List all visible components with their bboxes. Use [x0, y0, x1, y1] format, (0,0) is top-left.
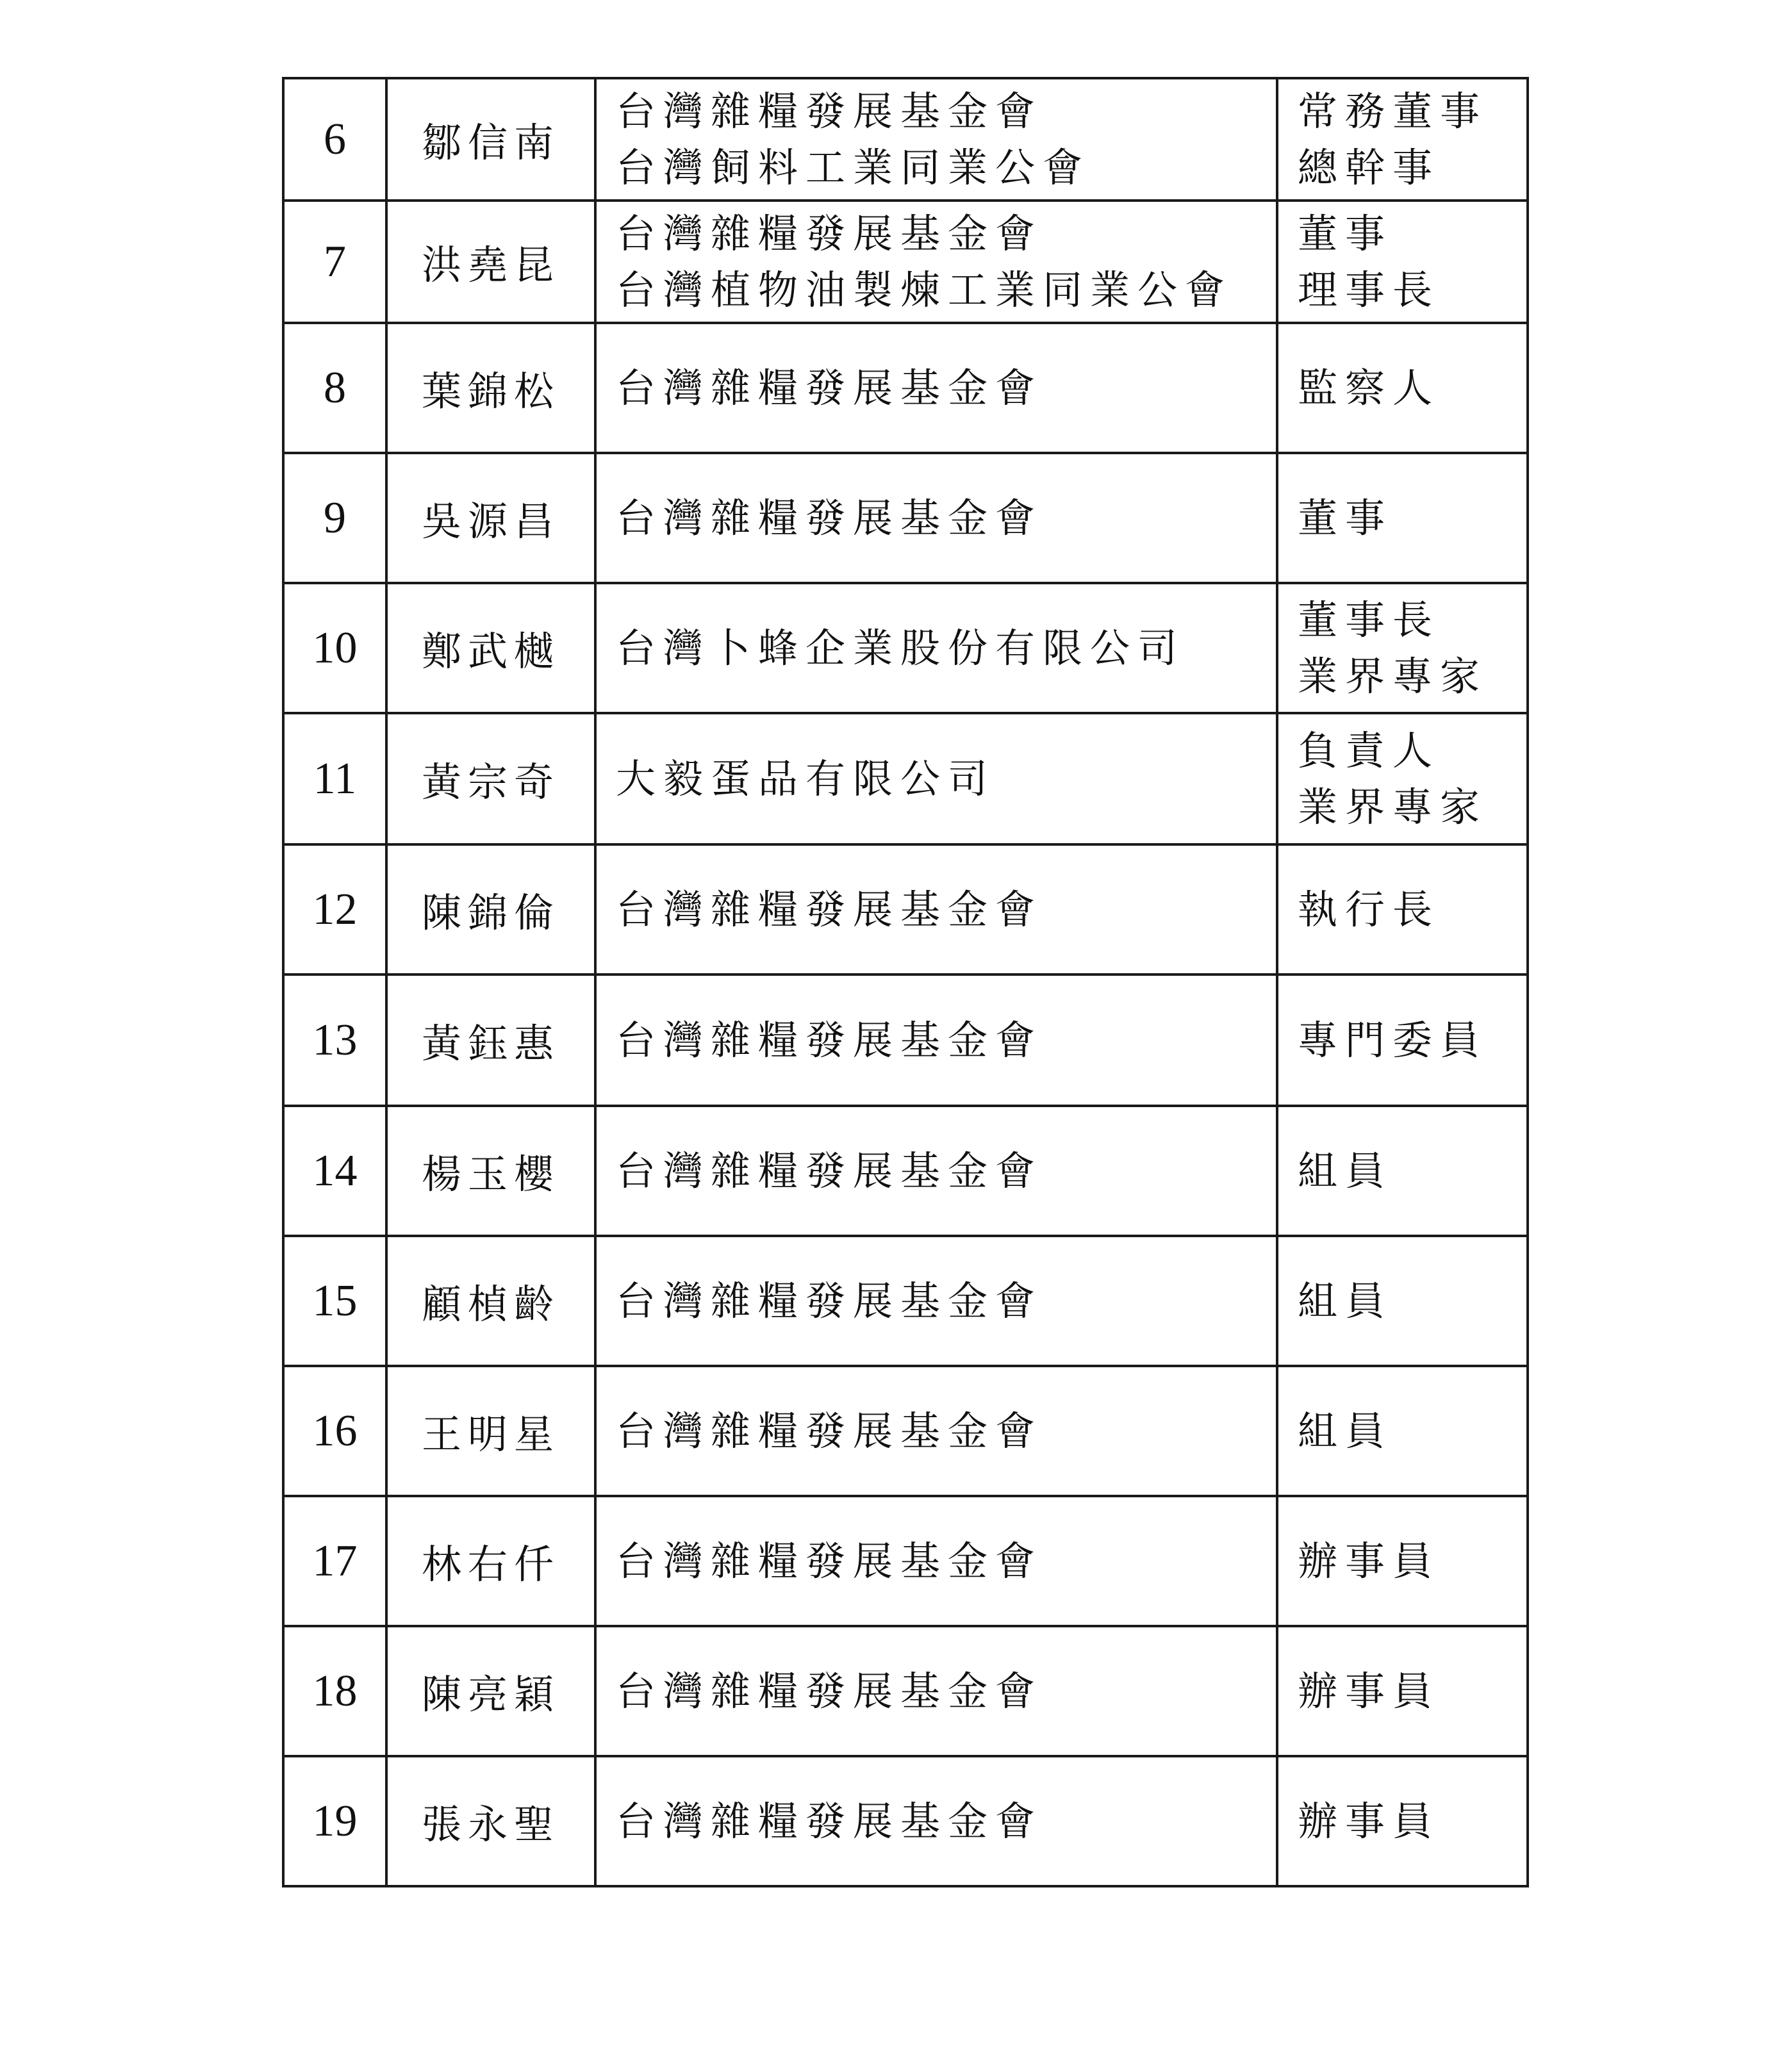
organization-cell — [595, 1756, 1277, 1886]
member-name: 黃宗奇 — [386, 713, 595, 844]
position-title: 組員 — [1298, 1407, 1393, 1454]
member-roster-table — [282, 77, 1529, 1887]
member-name: 林右仟 — [386, 1496, 595, 1626]
member-name: 鄭武樾 — [386, 583, 595, 713]
organization-name: 台灣雜糧發展基金會 — [616, 210, 1043, 257]
position-cell — [1277, 1756, 1528, 1886]
row-number: 19 — [283, 1756, 386, 1886]
position-title: 辦事員 — [1298, 1537, 1441, 1584]
position-title: 辦事員 — [1298, 1797, 1441, 1845]
position-title: 業界專家 — [1298, 783, 1488, 830]
row-number: 10 — [283, 583, 386, 713]
position-title: 負責人 — [1298, 727, 1441, 774]
table-row — [283, 1756, 1528, 1886]
position-cell — [1277, 1236, 1528, 1366]
organization-cell — [595, 1626, 1277, 1756]
position-cell — [1277, 1106, 1528, 1236]
roster-body — [283, 78, 1528, 1886]
member-name: 陳亮穎 — [386, 1626, 595, 1756]
position-title: 理事長 — [1298, 266, 1441, 313]
position-cell — [1277, 974, 1528, 1106]
organization-name: 台灣雜糧發展基金會 — [616, 494, 1043, 541]
position-title: 辦事員 — [1298, 1667, 1441, 1714]
position-title: 業界專家 — [1298, 652, 1488, 700]
position-title: 組員 — [1298, 1147, 1393, 1194]
organization-name: 台灣雜糧發展基金會 — [616, 1667, 1043, 1714]
position-title: 專門委員 — [1298, 1016, 1488, 1064]
organization-name: 台灣雜糧發展基金會 — [616, 1016, 1043, 1064]
table-row — [283, 583, 1528, 713]
row-number: 17 — [283, 1496, 386, 1626]
member-name: 黃鈺惠 — [386, 974, 595, 1106]
row-number: 9 — [283, 453, 386, 583]
member-name: 楊玉櫻 — [386, 1106, 595, 1236]
organization-name: 台灣雜糧發展基金會 — [616, 1537, 1043, 1584]
organization-cell — [595, 1366, 1277, 1496]
position-cell — [1277, 78, 1528, 201]
position-cell — [1277, 201, 1528, 323]
table-row — [283, 974, 1528, 1106]
row-number: 16 — [283, 1366, 386, 1496]
organization-name: 台灣雜糧發展基金會 — [616, 1147, 1043, 1194]
row-number: 13 — [283, 974, 386, 1106]
member-name: 洪堯昆 — [386, 201, 595, 323]
organization-cell — [595, 323, 1277, 453]
member-name: 顧楨齡 — [386, 1236, 595, 1366]
position-title: 董事長 — [1298, 596, 1441, 643]
row-number: 18 — [283, 1626, 386, 1756]
organization-name: 台灣雜糧發展基金會 — [616, 885, 1043, 933]
organization-name: 台灣雜糧發展基金會 — [616, 364, 1043, 411]
position-title: 組員 — [1298, 1277, 1393, 1324]
member-name: 張永聖 — [386, 1756, 595, 1886]
member-name: 王明星 — [386, 1366, 595, 1496]
organization-cell — [595, 1106, 1277, 1236]
organization-cell — [595, 453, 1277, 583]
organization-cell — [595, 1496, 1277, 1626]
table-row — [283, 1496, 1528, 1626]
position-cell — [1277, 453, 1528, 583]
member-name: 吳源昌 — [386, 453, 595, 583]
member-name: 陳錦倫 — [386, 844, 595, 974]
organization-name: 台灣雜糧發展基金會 — [616, 87, 1043, 135]
organization-name: 台灣卜蜂企業股份有限公司 — [616, 624, 1185, 671]
organization-name: 台灣飼料工業同業公會 — [616, 144, 1091, 191]
table-row — [283, 201, 1528, 323]
organization-name: 大毅蛋品有限公司 — [616, 755, 996, 802]
row-number: 6 — [283, 78, 386, 201]
row-number: 8 — [283, 323, 386, 453]
organization-name: 台灣雜糧發展基金會 — [616, 1407, 1043, 1454]
table-row — [283, 713, 1528, 844]
position-cell — [1277, 323, 1528, 453]
table-row — [283, 844, 1528, 974]
row-number: 15 — [283, 1236, 386, 1366]
organization-cell — [595, 201, 1277, 323]
table-row — [283, 1236, 1528, 1366]
position-title: 監察人 — [1298, 364, 1441, 411]
organization-cell — [595, 974, 1277, 1106]
row-number: 11 — [283, 713, 386, 844]
row-number: 14 — [283, 1106, 386, 1236]
position-cell — [1277, 713, 1528, 844]
organization-cell — [595, 78, 1277, 201]
organization-name: 台灣植物油製煉工業同業公會 — [616, 266, 1233, 313]
position-cell — [1277, 1496, 1528, 1626]
position-title: 常務董事 — [1298, 87, 1488, 135]
position-cell — [1277, 1626, 1528, 1756]
organization-cell — [595, 583, 1277, 713]
organization-name: 台灣雜糧發展基金會 — [616, 1277, 1043, 1324]
organization-cell — [595, 844, 1277, 974]
position-cell — [1277, 1366, 1528, 1496]
table-row — [283, 1626, 1528, 1756]
position-title: 董事 — [1298, 210, 1393, 257]
table-row — [283, 1106, 1528, 1236]
table-row — [283, 1366, 1528, 1496]
position-title: 執行長 — [1298, 885, 1441, 933]
row-number: 12 — [283, 844, 386, 974]
organization-name: 台灣雜糧發展基金會 — [616, 1797, 1043, 1845]
position-title: 總幹事 — [1298, 144, 1441, 191]
position-title: 董事 — [1298, 494, 1393, 541]
organization-cell — [595, 713, 1277, 844]
position-cell — [1277, 844, 1528, 974]
member-name: 葉錦松 — [386, 323, 595, 453]
organization-cell — [595, 1236, 1277, 1366]
table-row — [283, 453, 1528, 583]
table-row — [283, 78, 1528, 201]
member-name: 鄒信南 — [386, 78, 595, 201]
position-cell — [1277, 583, 1528, 713]
row-number: 7 — [283, 201, 386, 323]
table-row — [283, 323, 1528, 453]
